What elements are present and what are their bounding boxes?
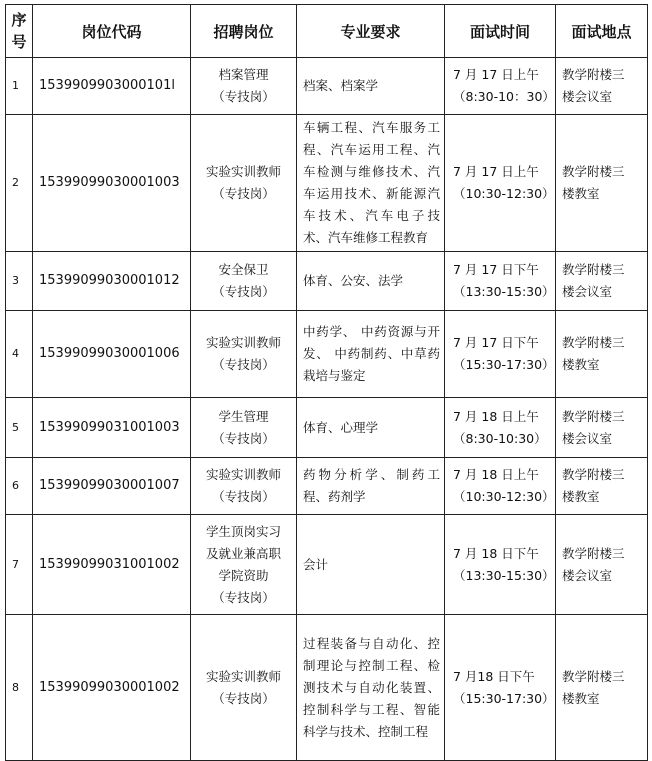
time-range: （10:30-12:30） bbox=[453, 186, 555, 201]
place-line1: 教学附楼三 bbox=[562, 335, 625, 350]
position-type: （专技岗） bbox=[212, 489, 275, 504]
row-num: 7 bbox=[6, 515, 33, 615]
time-range: （13:30-15:30） bbox=[453, 567, 555, 583]
header-row bbox=[6, 5, 648, 58]
header-seq bbox=[6, 5, 33, 58]
position-name: 档案管理 bbox=[218, 67, 269, 82]
table-row bbox=[6, 398, 648, 458]
place-line2: 楼会议室 bbox=[562, 284, 613, 299]
place-line2: 楼会议室 bbox=[562, 567, 613, 583]
table-row bbox=[6, 311, 648, 398]
row-place bbox=[556, 458, 648, 515]
row-position bbox=[191, 398, 297, 458]
position-type: （专技岗） bbox=[212, 89, 275, 104]
place-line1: 教学附楼三 bbox=[562, 467, 625, 482]
position-name: 学生管理 bbox=[218, 408, 269, 424]
row-place bbox=[556, 515, 648, 615]
place-line1: 教学附楼三 bbox=[562, 164, 625, 179]
row-position bbox=[191, 458, 297, 515]
time-range: （15:30-17:30） bbox=[453, 357, 555, 372]
place-line1: 教学附楼三 bbox=[562, 668, 625, 684]
row-place bbox=[556, 58, 648, 115]
time-range: （10:30-12:30） bbox=[453, 489, 555, 504]
place-line1: 教学附楼三 bbox=[562, 67, 625, 82]
time-date: 7 月 17 日下午 bbox=[453, 335, 539, 350]
time-date: 7 月 17 日上午 bbox=[453, 67, 539, 82]
place-line2: 楼教室 bbox=[562, 690, 600, 706]
row-num: 8 bbox=[6, 615, 33, 761]
row-code: 15399099030001006 bbox=[33, 311, 191, 398]
row-major: 体育、心理学 bbox=[297, 398, 445, 458]
row-position bbox=[191, 311, 297, 398]
position-type: （专技岗） bbox=[212, 589, 275, 605]
table-row bbox=[6, 515, 648, 615]
row-place bbox=[556, 311, 648, 398]
row-num: 5 bbox=[6, 398, 33, 458]
row-position bbox=[191, 58, 297, 115]
row-time bbox=[445, 311, 556, 398]
row-code: 15399099030001012 bbox=[33, 252, 191, 311]
position-name: 学生顶岗实习 bbox=[205, 523, 281, 539]
time-range: （15:30-17:30） bbox=[453, 690, 555, 706]
row-position bbox=[191, 252, 297, 311]
row-place bbox=[556, 252, 648, 311]
row-time bbox=[445, 398, 556, 458]
row-time bbox=[445, 515, 556, 615]
row-code: 15399099030001002 bbox=[33, 615, 191, 761]
row-major: 会计 bbox=[297, 515, 445, 615]
row-code: 15399099030001003 bbox=[33, 115, 191, 252]
row-place bbox=[556, 398, 648, 458]
position-name: 实验实训教师 bbox=[205, 335, 281, 350]
row-num: 1 bbox=[6, 58, 33, 115]
row-num: 3 bbox=[6, 252, 33, 311]
row-time bbox=[445, 115, 556, 252]
time-date: 7 月 18 日上午 bbox=[453, 467, 539, 482]
row-major: 中药学、 中药资源与开发、 中药制药、中草药栽培与鉴定 bbox=[297, 311, 445, 398]
row-time bbox=[445, 615, 556, 761]
place-line2: 楼会议室 bbox=[562, 430, 613, 446]
row-major: 车辆工程、汽车服务工程、汽车运用工程、汽车检测与维修技术、汽车运用技术、新能源汽车技术、汽车电子技术、汽车维修工程教育 bbox=[297, 115, 445, 252]
row-position bbox=[191, 115, 297, 252]
header-seq-line2: 号 bbox=[11, 33, 27, 51]
table-row bbox=[6, 115, 648, 252]
header-code: 岗位代码 bbox=[33, 5, 191, 58]
time-range: （8:30-10:30） bbox=[453, 430, 547, 446]
position-type: （专技岗） bbox=[212, 357, 275, 372]
row-position bbox=[191, 515, 297, 615]
position-name-line2: 及就业兼高职 bbox=[205, 545, 281, 561]
position-type: （专技岗） bbox=[212, 186, 275, 201]
place-line1: 教学附楼三 bbox=[562, 545, 625, 561]
table-row bbox=[6, 458, 648, 515]
position-name: 实验实训教师 bbox=[205, 467, 281, 482]
header-major: 专业要求 bbox=[297, 5, 445, 58]
row-major: 档案、档案学 bbox=[297, 58, 445, 115]
time-date: 7 月 18 日上午 bbox=[453, 408, 539, 424]
row-num: 2 bbox=[6, 115, 33, 252]
row-major: 体育、公安、法学 bbox=[297, 252, 445, 311]
time-range: （8:30-10：30） bbox=[453, 89, 555, 104]
place-line2: 楼教室 bbox=[562, 489, 600, 504]
row-place bbox=[556, 115, 648, 252]
row-place bbox=[556, 615, 648, 761]
row-code: 15399099030001007 bbox=[33, 458, 191, 515]
position-name-line3: 学院资助 bbox=[218, 567, 269, 583]
time-date: 7 月 17 日上午 bbox=[453, 164, 539, 179]
row-time bbox=[445, 252, 556, 311]
row-time bbox=[445, 58, 556, 115]
header-place: 面试地点 bbox=[556, 5, 648, 58]
time-date: 7 月 17 日下午 bbox=[453, 262, 539, 277]
position-type: （专技岗） bbox=[212, 284, 275, 299]
time-range: （13:30-15:30） bbox=[453, 284, 555, 299]
place-line1: 教学附楼三 bbox=[562, 262, 625, 277]
place-line2: 楼教室 bbox=[562, 357, 600, 372]
position-name: 安全保卫 bbox=[218, 262, 269, 277]
row-code: 15399099031001003 bbox=[33, 398, 191, 458]
position-type: （专技岗） bbox=[212, 430, 275, 446]
row-code: 15399099031001002 bbox=[33, 515, 191, 615]
row-code: 1539909903000101l bbox=[33, 58, 191, 115]
header-time: 面试时间 bbox=[445, 5, 556, 58]
table-row bbox=[6, 58, 648, 115]
position-name: 实验实训教师 bbox=[205, 668, 281, 684]
row-num: 4 bbox=[6, 311, 33, 398]
place-line2: 楼会议室 bbox=[562, 89, 613, 104]
interview-schedule-table bbox=[5, 4, 648, 761]
time-date: 7 月 18 日下午 bbox=[453, 545, 539, 561]
row-time bbox=[445, 458, 556, 515]
position-type: （专技岗） bbox=[212, 690, 275, 706]
header-seq-line1: 序 bbox=[11, 11, 27, 29]
row-major: 药物分析学、制药工程、药剂学 bbox=[297, 458, 445, 515]
row-major: 过程装备与自动化、控制理论与控制工程、检测技术与自动化装置、控制科学与工程、智能科学与技术、控制工程 bbox=[297, 615, 445, 761]
place-line1: 教学附楼三 bbox=[562, 408, 625, 424]
time-date: 7 月18 日下午 bbox=[453, 668, 535, 684]
place-line2: 楼教室 bbox=[562, 186, 600, 201]
row-num: 6 bbox=[6, 458, 33, 515]
row-position bbox=[191, 615, 297, 761]
position-name: 实验实训教师 bbox=[205, 164, 281, 179]
table-row bbox=[6, 615, 648, 761]
table-row bbox=[6, 252, 648, 311]
header-position: 招聘岗位 bbox=[191, 5, 297, 58]
